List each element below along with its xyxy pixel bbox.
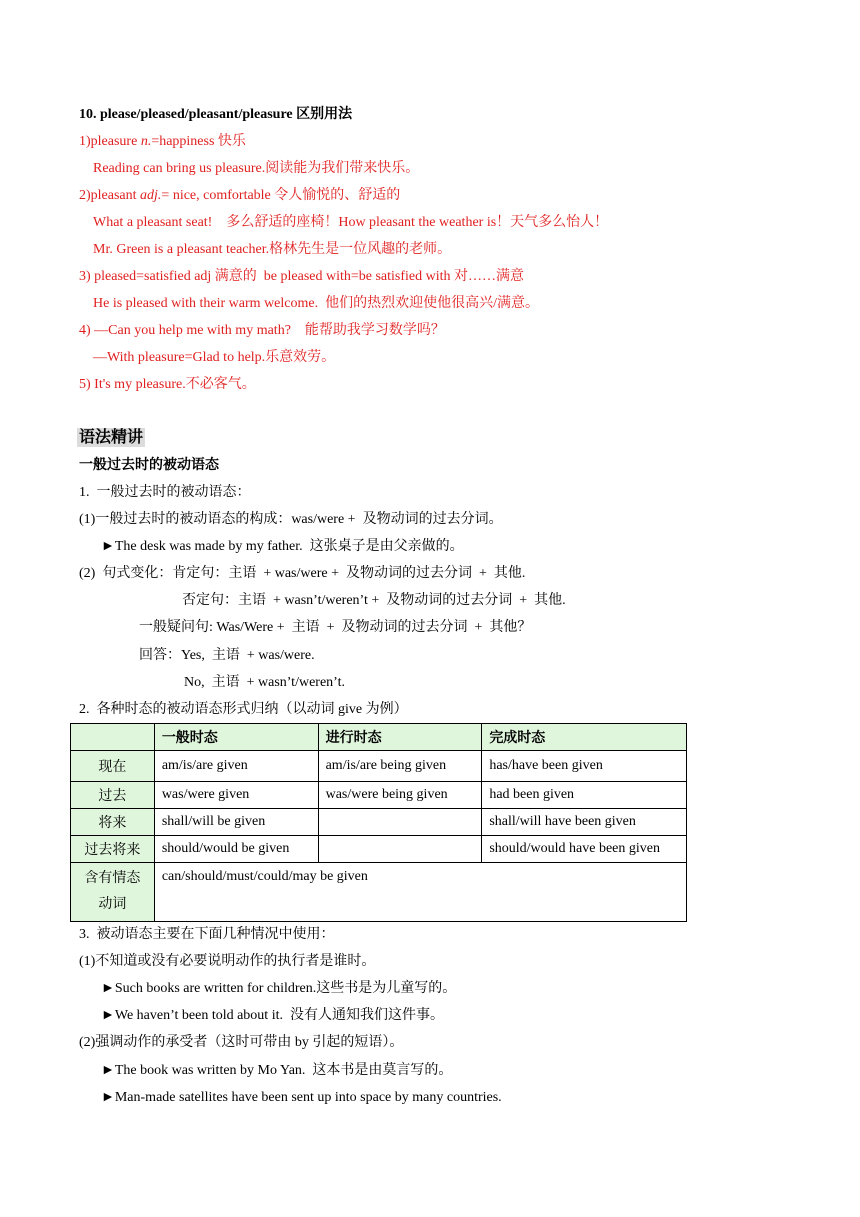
grammar-point: 2. 各种时态的被动语态形式归纳（以动词 give 为例）: [79, 702, 408, 717]
table-header-cell: 进行时态: [318, 724, 482, 751]
table-cell: had been given: [482, 782, 687, 809]
passive-voice-table: [70, 723, 687, 922]
table-row: [71, 751, 687, 782]
table-cell: has/have been given: [482, 751, 687, 782]
pleasure-definition: [79, 133, 246, 151]
pleasant-definition: [79, 187, 400, 205]
table-row: [71, 836, 687, 863]
table-cell: am/is/are being given: [318, 751, 482, 782]
row-header: [71, 863, 155, 922]
row-header: 过去将来: [71, 836, 155, 863]
grammar-subheading: 一般过去时的被动语态: [79, 458, 219, 473]
table-cell: was/were given: [154, 782, 318, 809]
table-row: [71, 809, 687, 836]
table-header-cell: 完成时态: [482, 724, 687, 751]
table-cell: shall/will be given: [154, 809, 318, 836]
table-cell: should/would have been given: [482, 836, 687, 863]
example-line: ►The book was written by Mo Yan. 这本书是由莫言写的。: [101, 1063, 453, 1078]
table-cell: shall/will have been given: [482, 809, 687, 836]
example-line: ►Man-made satellites have been sent up into space by many countries.: [101, 1090, 502, 1105]
table-cell: am/is/are given: [154, 751, 318, 782]
heading-highlight: 语法精讲: [79, 429, 144, 446]
table-cell: should/would be given: [154, 836, 318, 863]
example-line: Reading can bring us pleasure.阅读能为我们带来快乐。: [93, 161, 420, 176]
example-line: ►We haven’t been told about it. 没有人通知我们这件事。: [101, 1008, 444, 1023]
usage-point: (1)不知道或没有必要说明动作的执行者是谁时。: [79, 954, 376, 969]
usage-point: 3. 被动语态主要在下面几种情况中使用：: [79, 927, 335, 942]
pos-label: adj.: [140, 188, 162, 203]
row-header: 将来: [71, 809, 155, 836]
usage-point: (2)强调动作的承受者（这时可带由 by 引起的短语）。: [79, 1035, 404, 1050]
example-line: He is pleased with their warm welcome. 他们的热烈欢迎使他很高兴/满意。: [93, 296, 539, 311]
text: = nice, comfortable 令人愉悦的、舒适的: [161, 188, 401, 203]
table-header-cell: [71, 724, 155, 751]
grammar-point: 1. 一般过去时的被动语态：: [79, 485, 251, 500]
section-title: 10. please/pleased/pleasant/pleasure 区别用法: [79, 107, 353, 122]
pos-label: n.: [140, 134, 152, 149]
table-row: [71, 782, 687, 809]
table-header-row: [71, 724, 687, 751]
grammar-point: No, 主语 + wasn’t/weren’t.: [184, 675, 345, 690]
table-cell: [318, 809, 482, 836]
table-cell: [318, 836, 482, 863]
grammar-point: (2) 句式变化：肯定句：主语 + was/were + 及物动词的过去分词 + 其他.: [79, 566, 526, 581]
example-line: ►The desk was made by my father. 这张桌子是由父亲做的。: [101, 539, 464, 554]
table-row: [71, 863, 687, 922]
row-header-line: 动词: [98, 897, 127, 912]
table-cell: can/should/must/could/may be given: [154, 863, 686, 922]
grammar-heading: [77, 429, 145, 448]
row-header-line: 含有情态: [84, 871, 141, 886]
dialog-question: 4) —Can you help me with my math? 能帮助我学习数学吗？: [79, 323, 445, 338]
table-cell: was/were being given: [318, 782, 482, 809]
text: =happiness 快乐: [151, 134, 246, 149]
grammar-point: (1)一般过去时的被动语态的构成：was/were + 及物动词的过去分词。: [79, 512, 503, 527]
example-line: ►Such books are written for children.这些书是为儿童写的。: [101, 981, 457, 996]
dialog-answer: —With pleasure=Glad to help.乐意效劳。: [93, 350, 336, 365]
text: 1)pleasure: [79, 134, 141, 149]
grammar-point: 一般疑问句: Was/Were + 主语 + 及物动词的过去分词 + 其他？: [139, 620, 532, 635]
row-header: 现在: [71, 751, 155, 782]
row-header: 过去: [71, 782, 155, 809]
grammar-point: 回答：Yes, 主语 + was/were.: [139, 648, 315, 663]
phrase-line: 5) It's my pleasure.不必客气。: [79, 377, 256, 392]
pleased-definition: 3) pleased=satisfied adj 满意的 be pleased with=be satisfied with 对……满意: [79, 269, 525, 284]
table-header-cell: 一般时态: [154, 724, 318, 751]
example-line: Mr. Green is a pleasant teacher.格林先生是一位风趣的老师。: [93, 242, 452, 257]
text: 2)pleasant: [79, 188, 141, 203]
example-line: What a pleasant seat! 多么舒适的座椅！How pleasant the weather is！天气多么怡人！: [93, 215, 609, 230]
grammar-point: 否定句：主语 + wasn’t/weren’t + 及物动词的过去分词 + 其他.: [182, 593, 566, 608]
